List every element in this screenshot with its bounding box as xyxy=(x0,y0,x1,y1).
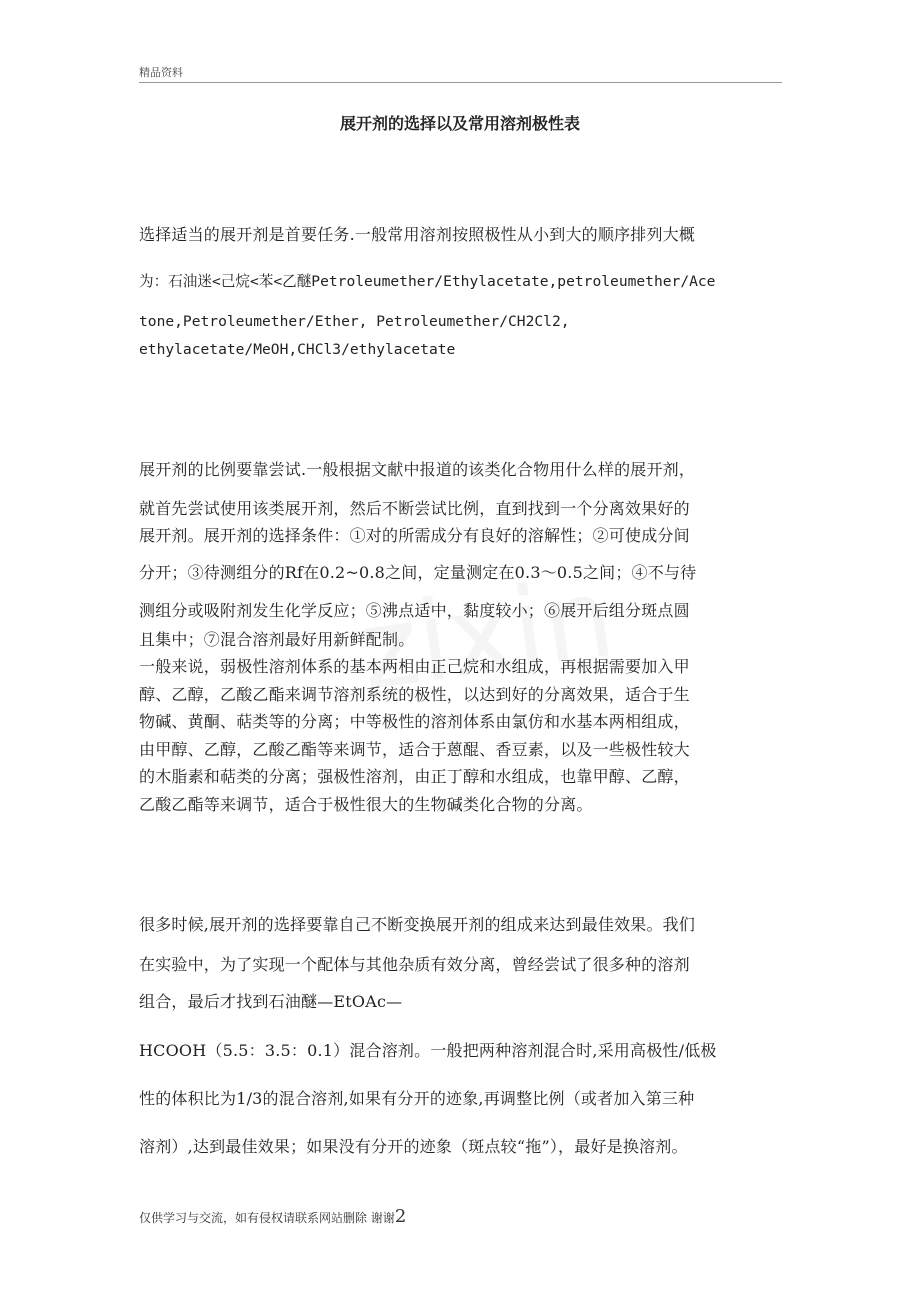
paragraph-line: ethylacetate/MeOH,CHCl3/ethylacetate xyxy=(139,341,456,358)
paragraph-line: 展开剂。展开剂的选择条件：①对的所需成分有良好的溶解性；②可使成分间 xyxy=(139,526,690,545)
paragraph-line: 由甲醇、乙醇，乙酸乙酯等来调节，适合于蒽醌、香豆素，以及一些极性较大 xyxy=(139,740,690,759)
paragraph-line: 测组分或吸附剂发生化学反应；⑤沸点适中，黏度较小；⑥展开后组分斑点圆 xyxy=(139,601,690,620)
page-title: 展开剂的选择以及常用溶剂极性表 xyxy=(339,114,580,133)
paragraph-line: 为：石油迷<己烷<苯<乙醚Petroleumether/Ethylacetate,petroleumether/Ace xyxy=(139,273,716,290)
paragraph-line: 展开剂的比例要靠尝试.一般根据文献中报道的该类化合物用什么样的展开剂， xyxy=(139,460,696,479)
header-label: 精品资料 xyxy=(139,66,183,79)
paragraph-line: 组合，最后才找到石油醚—EtOAc— xyxy=(139,992,403,1011)
paragraph-line: 很多时候,展开剂的选择要靠自己不断变换展开剂的组成来达到最佳效果。我们 xyxy=(139,915,696,934)
paragraph-line: 醇、乙醇，乙酸乙酯来调节溶剂系统的极性，以达到好的分离效果，适合于生 xyxy=(139,685,690,704)
paragraph-line: HCOOH（5.5：3.5：0.1）混合溶剂。一般把两种溶剂混合时,采用高极性/低极 xyxy=(139,1041,717,1060)
paragraph-line: tone,Petroleumether/Ether, Petroleumether/CH2Cl2, xyxy=(139,313,570,330)
footer-text: 仅供学习与交流，如有侵权请联系网站删除 谢谢 xyxy=(139,1211,395,1225)
paragraph-line: 溶剂）,达到最佳效果；如果没有分开的迹象（斑点较“拖”），最好是换溶剂。 xyxy=(139,1137,688,1156)
paragraph-line: 乙酸乙酯等来调节，适合于极性很大的生物碱类化合物的分离。 xyxy=(139,795,593,814)
paragraph-line: 的木脂素和萜类的分离；强极性溶剂，由正丁醇和水组成，也靠甲醇、乙醇， xyxy=(139,767,690,786)
page-number: 2 xyxy=(394,1206,407,1227)
paragraph-line: 分开；③待测组分的Rf在0.2~0.8之间，定量测定在0.3～0.5之间；④不与待 xyxy=(139,563,697,582)
footer xyxy=(139,1206,406,1227)
paragraph-line: 就首先尝试使用该类展开剂，然后不断尝试比例，直到找到一个分离效果好的 xyxy=(139,499,690,518)
paragraph-line: 物碱、黄酮、萜类等的分离；中等极性的溶剂体系由氯仿和水基本两相组成， xyxy=(139,712,690,731)
paragraph-line: 选择适当的展开剂是首要任务.一般常用溶剂按照极性从小到大的顺序排列大概 xyxy=(139,225,696,244)
paragraph-line: 一般来说，弱极性溶剂体系的基本两相由正己烷和水组成，再根据需要加入甲 xyxy=(139,657,690,676)
paragraph-line: 在实验中，为了实现一个配体与其他杂质有效分离，曾经尝试了很多种的溶剂 xyxy=(139,955,690,974)
paragraph-line: 性的体积比为1/3的混合溶剂,如果有分开的迹象,再调整比例（或者加入第三种 xyxy=(139,1089,695,1108)
header-divider xyxy=(139,82,782,83)
paragraph-line: 且集中；⑦混合溶剂最好用新鲜配制。 xyxy=(139,630,415,649)
